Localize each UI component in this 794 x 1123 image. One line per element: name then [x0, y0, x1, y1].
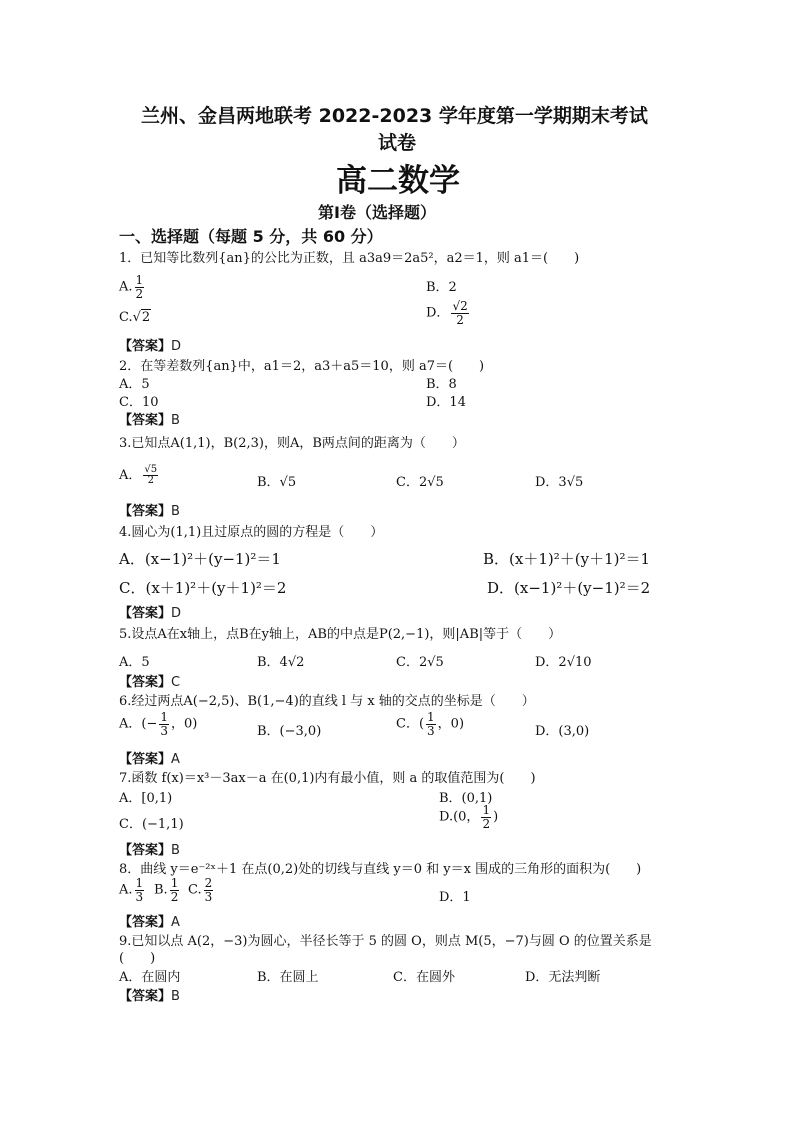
question-4-option-b: B．(x＋1)²＋(y＋1)²＝1	[483, 550, 651, 568]
question-1-option-a: A. $\frac{1}{2}$	[119, 273, 144, 301]
question-2-answer: 【答案】B	[119, 413, 180, 428]
question-9-stem: 9.已知以点 A(2，−3)为圆心，半径长等于 5 的圆 O，则点 M(5，−7)与圆 O 的位置关系是	[119, 934, 652, 949]
exam-title-line1: 兰州、金昌两地联考 2022-2023 学年度第一学期期末考试	[141, 105, 648, 127]
question-4-stem: 4.圆心为(1,1)且过原点的圆的方程是（ ）	[119, 525, 384, 540]
question-4-option-d: D．(x−1)²＋(y−1)²＝2	[487, 579, 651, 597]
question-2-option-d: D．14	[426, 395, 466, 410]
question-1-stem: 1．已知等比数列{an}的公比为正数，且 a3a9＝2a5²，a2＝1，则 a1＝( )	[119, 251, 580, 266]
question-3-answer: 【答案】B	[119, 504, 180, 519]
question-6-option-c: C．( $\frac{1}{3}$ ，0)	[396, 710, 465, 738]
question-3-option-a: A． $\frac{√5}{2}$	[119, 463, 158, 486]
question-9-option-b: B．在圆上	[257, 970, 319, 985]
question-1-option-b: B．2	[426, 280, 457, 295]
subject-title: 高二数学	[336, 163, 460, 199]
question-9-option-c: C．在圆外	[393, 970, 455, 985]
question-1-option-c: C.√2	[119, 310, 151, 325]
question-7-option-a: A．[0,1)	[119, 791, 173, 806]
question-4-answer: 【答案】D	[119, 606, 182, 621]
question-7-option-d: D.(0， $\frac{1}{2}$ )	[439, 803, 499, 831]
question-5-option-d: D．2√10	[535, 655, 592, 670]
question-6-option-a: A．(− $\frac{1}{3}$ ，0)	[119, 710, 198, 738]
part-title: 第Ⅰ卷（选择题）	[318, 203, 436, 222]
section-heading: 一、选择题（每题 5 分，共 60 分）	[119, 227, 383, 246]
question-3-option-d: D．3√5	[535, 475, 584, 490]
question-4-option-c: C．(x＋1)²＋(y＋1)²＝2	[119, 579, 287, 597]
question-5-answer: 【答案】C	[119, 675, 181, 690]
question-9-answer: 【答案】B	[119, 989, 180, 1004]
question-6-option-b: B．(−3,0)	[257, 724, 322, 739]
question-8-answer: 【答案】A	[119, 915, 180, 930]
question-3-option-b: B．√5	[257, 475, 297, 490]
question-5-option-c: C．2√5	[396, 655, 444, 670]
question-8-option-b: B. $\frac{1}{2}$	[154, 876, 179, 904]
question-2-option-c: C．10	[119, 395, 159, 410]
exam-title-line2: 试卷	[378, 132, 417, 154]
question-7-answer: 【答案】B	[119, 843, 180, 858]
question-3-stem: 3.已知点A(1,1)，B(2,3)，则A，B两点间的距离为（ ）	[119, 436, 465, 451]
question-3-option-c: C．2√5	[396, 475, 444, 490]
question-5-option-b: B．4√2	[257, 655, 305, 670]
question-8-option-a: A. $\frac{1}{3}$	[119, 876, 144, 904]
question-1-answer: 【答案】D	[119, 339, 182, 354]
question-8-stem: 8．曲线 y＝e⁻²ˣ＋1 在点(0,2)处的切线与直线 y＝0 和 y＝x 围成的三角形的面积为( )	[119, 862, 642, 877]
question-7-option-b: B．(0,1)	[439, 791, 493, 806]
question-2-option-b: B．8	[426, 377, 457, 392]
question-5-option-a: A．5	[119, 655, 150, 670]
question-4-option-a: A．(x−1)²＋(y−1)²＝1	[119, 550, 281, 568]
question-1-option-d: D． $\frac{√2}{2}$	[426, 299, 468, 327]
question-8-option-d: D．1	[439, 890, 471, 905]
question-8-option-c: C. $\frac{2}{3}$	[188, 876, 213, 904]
question-6-answer: 【答案】A	[119, 752, 180, 767]
question-9-option-a: A．在圆内	[119, 970, 181, 985]
question-9-stem-cont: ( )	[119, 951, 156, 966]
question-5-stem: 5.设点A在x轴上，点B在y轴上，AB的中点是P(2,−1)，则|AB|等于（ ）	[119, 627, 562, 642]
question-6-stem: 6.经过两点A(−2,5)、B(1,−4)的直线 l 与 x 轴的交点的坐标是（ ）	[119, 694, 535, 709]
question-9-option-d: D．无法判断	[525, 970, 601, 985]
question-2-stem: 2．在等差数列{an}中，a1＝2，a3＋a5＝10，则 a7＝( )	[119, 359, 485, 374]
question-2-option-a: A．5	[119, 377, 150, 392]
question-6-option-d: D．(3,0)	[535, 724, 590, 739]
question-7-option-c: C．(−1,1)	[119, 817, 184, 832]
question-7-stem: 7.函数 f(x)＝x³－3ax－a 在(0,1)内有最小值，则 a 的取值范围为( )	[119, 771, 536, 786]
